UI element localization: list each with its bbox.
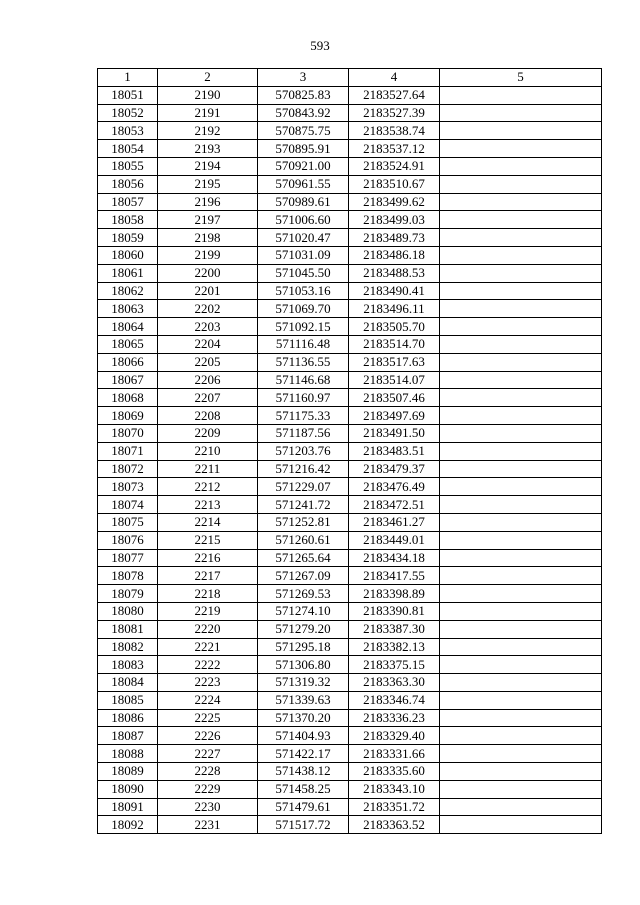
table-cell-col-4: 2183476.49 (349, 478, 440, 496)
table-cell-col-4: 2183479.37 (349, 460, 440, 478)
table-row (98, 780, 602, 798)
coordinates-table (97, 68, 602, 834)
table-cell-col-3: 571160.97 (258, 389, 349, 407)
table-cell-col-1: 18061 (98, 264, 158, 282)
table-cell-col-2: 2210 (158, 442, 258, 460)
table-cell-col-2: 2219 (158, 602, 258, 620)
table-cell-col-3: 571306.80 (258, 656, 349, 674)
table-cell-col-2: 2217 (158, 567, 258, 585)
table-cell-col-2: 2204 (158, 335, 258, 353)
table-cell-col-5 (440, 620, 602, 638)
table-cell-col-3: 571274.10 (258, 602, 349, 620)
table-cell-col-5 (440, 318, 602, 336)
table-cell-col-1: 18063 (98, 300, 158, 318)
table-cell-col-4: 2183499.03 (349, 211, 440, 229)
table-cell-col-2: 2202 (158, 300, 258, 318)
table-cell-col-3: 571241.72 (258, 496, 349, 514)
table-cell-col-4: 2183507.46 (349, 389, 440, 407)
table-row (98, 407, 602, 425)
table-cell-col-2: 2226 (158, 727, 258, 745)
table-cell-col-4: 2183449.01 (349, 531, 440, 549)
table-row (98, 335, 602, 353)
table-cell-col-1: 18057 (98, 193, 158, 211)
table-cell-col-4: 2183514.07 (349, 371, 440, 389)
table-cell-col-4: 2183398.89 (349, 585, 440, 603)
table-cell-col-2: 2214 (158, 513, 258, 531)
table-cell-col-1: 18074 (98, 496, 158, 514)
table-cell-col-5 (440, 585, 602, 603)
table-cell-col-3: 571295.18 (258, 638, 349, 656)
table-row (98, 585, 602, 603)
table-cell-col-5 (440, 496, 602, 514)
table-cell-col-5 (440, 602, 602, 620)
table-cell-col-1: 18081 (98, 620, 158, 638)
table-cell-col-5 (440, 816, 602, 834)
table-cell-col-3: 570875.75 (258, 122, 349, 140)
table-cell-col-5 (440, 407, 602, 425)
table-cell-col-4: 2183343.10 (349, 780, 440, 798)
table-cell-col-3: 571006.60 (258, 211, 349, 229)
table-cell-col-5 (440, 549, 602, 567)
table-cell-col-4: 2183335.60 (349, 763, 440, 781)
table-cell-col-1: 18051 (98, 86, 158, 104)
table-cell-col-4: 2183483.51 (349, 442, 440, 460)
table-cell-col-1: 18091 (98, 798, 158, 816)
table-row (98, 602, 602, 620)
table-cell-col-4: 2183537.12 (349, 140, 440, 158)
table-cell-col-5 (440, 745, 602, 763)
table-row (98, 816, 602, 834)
table-cell-col-2: 2205 (158, 353, 258, 371)
table-cell-col-1: 18089 (98, 763, 158, 781)
table-cell-col-5 (440, 460, 602, 478)
table-cell-col-3: 570989.61 (258, 193, 349, 211)
table-cell-col-4: 2183336.23 (349, 709, 440, 727)
table-cell-col-2: 2230 (158, 798, 258, 816)
table-row (98, 424, 602, 442)
table-row (98, 478, 602, 496)
table-cell-col-3: 571146.68 (258, 371, 349, 389)
table-cell-col-3: 571265.64 (258, 549, 349, 567)
table-cell-col-1: 18054 (98, 140, 158, 158)
table-cell-col-4: 2183417.55 (349, 567, 440, 585)
table-row (98, 531, 602, 549)
table-cell-col-4: 2183488.53 (349, 264, 440, 282)
table-cell-col-2: 2199 (158, 246, 258, 264)
table-row (98, 371, 602, 389)
table-row (98, 264, 602, 282)
table-cell-col-4: 2183363.52 (349, 816, 440, 834)
table-cell-col-1: 18064 (98, 318, 158, 336)
table-cell-col-5 (440, 371, 602, 389)
table-cell-col-2: 2190 (158, 86, 258, 104)
table-cell-col-4: 2183363.30 (349, 674, 440, 692)
table-cell-col-2: 2209 (158, 424, 258, 442)
table-cell-col-3: 570921.00 (258, 157, 349, 175)
table-cell-col-1: 18065 (98, 335, 158, 353)
table-cell-col-1: 18058 (98, 211, 158, 229)
column-header-2: 2 (158, 69, 258, 87)
table-cell-col-2: 2195 (158, 175, 258, 193)
table-cell-col-1: 18066 (98, 353, 158, 371)
table-cell-col-5 (440, 175, 602, 193)
table-row (98, 389, 602, 407)
table-row (98, 104, 602, 122)
table-row (98, 140, 602, 158)
table-cell-col-3: 571479.61 (258, 798, 349, 816)
table-cell-col-1: 18083 (98, 656, 158, 674)
table-cell-col-5 (440, 727, 602, 745)
table-cell-col-1: 18062 (98, 282, 158, 300)
table-cell-col-2: 2212 (158, 478, 258, 496)
table-cell-col-1: 18077 (98, 549, 158, 567)
table-cell-col-4: 2183527.39 (349, 104, 440, 122)
table-cell-col-3: 571136.55 (258, 353, 349, 371)
table-cell-col-3: 571370.20 (258, 709, 349, 727)
table-cell-col-1: 18086 (98, 709, 158, 727)
table-cell-col-1: 18069 (98, 407, 158, 425)
table-cell-col-3: 571020.47 (258, 229, 349, 247)
table-row (98, 353, 602, 371)
table-cell-col-3: 571422.17 (258, 745, 349, 763)
table-cell-col-4: 2183387.30 (349, 620, 440, 638)
table-row (98, 211, 602, 229)
table-cell-col-5 (440, 531, 602, 549)
table-row (98, 709, 602, 727)
table-body (98, 86, 602, 833)
table-cell-col-3: 571267.09 (258, 567, 349, 585)
table-cell-col-3: 570843.92 (258, 104, 349, 122)
table-cell-col-2: 2193 (158, 140, 258, 158)
table-cell-col-4: 2183514.70 (349, 335, 440, 353)
table-cell-col-5 (440, 335, 602, 353)
table-header-row (98, 69, 602, 87)
table-cell-col-4: 2183517.63 (349, 353, 440, 371)
table-cell-col-5 (440, 567, 602, 585)
table-cell-col-1: 18068 (98, 389, 158, 407)
table-cell-col-1: 18082 (98, 638, 158, 656)
table-cell-col-4: 2183351.72 (349, 798, 440, 816)
table-cell-col-3: 570961.55 (258, 175, 349, 193)
table-cell-col-5 (440, 140, 602, 158)
table-row (98, 229, 602, 247)
table-cell-col-4: 2183461.27 (349, 513, 440, 531)
table-cell-col-5 (440, 513, 602, 531)
table-cell-col-2: 2208 (158, 407, 258, 425)
table-cell-col-5 (440, 229, 602, 247)
table-row (98, 798, 602, 816)
table-cell-col-3: 571404.93 (258, 727, 349, 745)
table-cell-col-2: 2201 (158, 282, 258, 300)
table-row (98, 318, 602, 336)
table-cell-col-3: 571458.25 (258, 780, 349, 798)
table-cell-col-3: 571279.20 (258, 620, 349, 638)
table-cell-col-5 (440, 104, 602, 122)
table-cell-col-3: 570825.83 (258, 86, 349, 104)
table-cell-col-3: 571031.09 (258, 246, 349, 264)
table-cell-col-4: 2183490.41 (349, 282, 440, 300)
table-cell-col-2: 2224 (158, 691, 258, 709)
table-cell-col-2: 2216 (158, 549, 258, 567)
table-row (98, 674, 602, 692)
table-cell-col-1: 18072 (98, 460, 158, 478)
table-cell-col-3: 571053.16 (258, 282, 349, 300)
table-cell-col-5 (440, 424, 602, 442)
table-cell-col-4: 2183486.18 (349, 246, 440, 264)
table-cell-col-1: 18080 (98, 602, 158, 620)
table-cell-col-1: 18052 (98, 104, 158, 122)
table-cell-col-2: 2203 (158, 318, 258, 336)
table-row (98, 246, 602, 264)
table-cell-col-5 (440, 353, 602, 371)
table-cell-col-1: 18088 (98, 745, 158, 763)
table-cell-col-4: 2183499.62 (349, 193, 440, 211)
table-cell-col-4: 2183496.11 (349, 300, 440, 318)
table-cell-col-4: 2183375.15 (349, 656, 440, 674)
table-cell-col-4: 2183329.40 (349, 727, 440, 745)
table-cell-col-3: 571175.33 (258, 407, 349, 425)
table-cell-col-5 (440, 246, 602, 264)
table-cell-col-2: 2220 (158, 620, 258, 638)
table-cell-col-5 (440, 674, 602, 692)
table-cell-col-5 (440, 157, 602, 175)
table-cell-col-5 (440, 122, 602, 140)
table-cell-col-3: 571203.76 (258, 442, 349, 460)
table-row (98, 745, 602, 763)
table-cell-col-2: 2229 (158, 780, 258, 798)
column-header-4: 4 (349, 69, 440, 87)
table-cell-col-1: 18084 (98, 674, 158, 692)
table-row (98, 691, 602, 709)
table-cell-col-1: 18090 (98, 780, 158, 798)
table-cell-col-1: 18078 (98, 567, 158, 585)
table-cell-col-4: 2183538.74 (349, 122, 440, 140)
table-cell-col-3: 571339.63 (258, 691, 349, 709)
table-cell-col-2: 2191 (158, 104, 258, 122)
table-cell-col-4: 2183331.66 (349, 745, 440, 763)
table-row (98, 157, 602, 175)
table-row (98, 638, 602, 656)
table-cell-col-1: 18053 (98, 122, 158, 140)
table-cell-col-5 (440, 691, 602, 709)
table-cell-col-2: 2194 (158, 157, 258, 175)
table-cell-col-2: 2222 (158, 656, 258, 674)
table-cell-col-3: 571260.61 (258, 531, 349, 549)
table-row (98, 567, 602, 585)
table-cell-col-1: 18056 (98, 175, 158, 193)
table-cell-col-1: 18070 (98, 424, 158, 442)
table-cell-col-2: 2211 (158, 460, 258, 478)
table-row (98, 442, 602, 460)
table-cell-col-1: 18075 (98, 513, 158, 531)
table-cell-col-2: 2215 (158, 531, 258, 549)
table-cell-col-2: 2197 (158, 211, 258, 229)
page-number: 593 (310, 38, 330, 53)
table-cell-col-2: 2206 (158, 371, 258, 389)
table-cell-col-3: 571229.07 (258, 478, 349, 496)
table-cell-col-1: 18092 (98, 816, 158, 834)
table-cell-col-1: 18079 (98, 585, 158, 603)
table-row (98, 282, 602, 300)
column-header-5: 5 (440, 69, 602, 87)
table-cell-col-3: 571216.42 (258, 460, 349, 478)
table-cell-col-5 (440, 478, 602, 496)
table-cell-col-1: 18059 (98, 229, 158, 247)
table-cell-col-2: 2223 (158, 674, 258, 692)
table-cell-col-3: 570895.91 (258, 140, 349, 158)
table-cell-col-3: 571092.15 (258, 318, 349, 336)
table-cell-col-2: 2218 (158, 585, 258, 603)
table-row (98, 727, 602, 745)
table-cell-col-1: 18073 (98, 478, 158, 496)
table-row (98, 175, 602, 193)
table-cell-col-4: 2183497.69 (349, 407, 440, 425)
table-cell-col-2: 2213 (158, 496, 258, 514)
table-cell-col-3: 571187.56 (258, 424, 349, 442)
table-row (98, 763, 602, 781)
table-cell-col-1: 18067 (98, 371, 158, 389)
table-row (98, 549, 602, 567)
table-cell-col-5 (440, 389, 602, 407)
table-row (98, 513, 602, 531)
table-cell-col-5 (440, 638, 602, 656)
table-cell-col-5 (440, 709, 602, 727)
table-cell-col-4: 2183390.81 (349, 602, 440, 620)
table-cell-col-4: 2183489.73 (349, 229, 440, 247)
table-row (98, 656, 602, 674)
table-cell-col-5 (440, 780, 602, 798)
table-cell-col-4: 2183510.67 (349, 175, 440, 193)
table-cell-col-1: 18060 (98, 246, 158, 264)
table-cell-col-2: 2228 (158, 763, 258, 781)
table-cell-col-5 (440, 282, 602, 300)
table-row (98, 496, 602, 514)
table-cell-col-1: 18076 (98, 531, 158, 549)
table-cell-col-4: 2183434.18 (349, 549, 440, 567)
table-cell-col-4: 2183491.50 (349, 424, 440, 442)
table-cell-col-4: 2183472.51 (349, 496, 440, 514)
table-row (98, 122, 602, 140)
table-cell-col-5 (440, 656, 602, 674)
table-cell-col-2: 2207 (158, 389, 258, 407)
table-cell-col-2: 2200 (158, 264, 258, 282)
table-cell-col-1: 18071 (98, 442, 158, 460)
table-row (98, 193, 602, 211)
table-cell-col-1: 18087 (98, 727, 158, 745)
table-cell-col-2: 2192 (158, 122, 258, 140)
table-cell-col-4: 2183382.13 (349, 638, 440, 656)
table-cell-col-2: 2221 (158, 638, 258, 656)
table-cell-col-3: 571438.12 (258, 763, 349, 781)
table-cell-col-2: 2225 (158, 709, 258, 727)
table-cell-col-2: 2196 (158, 193, 258, 211)
table-row (98, 86, 602, 104)
table-cell-col-5 (440, 193, 602, 211)
column-header-1: 1 (98, 69, 158, 87)
table-cell-col-3: 571517.72 (258, 816, 349, 834)
column-header-3: 3 (258, 69, 349, 87)
table-cell-col-4: 2183505.70 (349, 318, 440, 336)
table-row (98, 460, 602, 478)
table-cell-col-5 (440, 86, 602, 104)
table-cell-col-5 (440, 442, 602, 460)
table-cell-col-5 (440, 763, 602, 781)
table-cell-col-5 (440, 211, 602, 229)
table-cell-col-3: 571045.50 (258, 264, 349, 282)
table-cell-col-2: 2227 (158, 745, 258, 763)
table-cell-col-3: 571319.32 (258, 674, 349, 692)
table-cell-col-5 (440, 264, 602, 282)
table-cell-col-4: 2183527.64 (349, 86, 440, 104)
table-cell-col-4: 2183524.91 (349, 157, 440, 175)
table-cell-col-2: 2198 (158, 229, 258, 247)
table-cell-col-3: 571252.81 (258, 513, 349, 531)
table-cell-col-5 (440, 798, 602, 816)
table-cell-col-4: 2183346.74 (349, 691, 440, 709)
table-cell-col-1: 18055 (98, 157, 158, 175)
table-row (98, 620, 602, 638)
table-cell-col-2: 2231 (158, 816, 258, 834)
table-cell-col-3: 571116.48 (258, 335, 349, 353)
table-cell-col-3: 571069.70 (258, 300, 349, 318)
table-cell-col-3: 571269.53 (258, 585, 349, 603)
table-cell-col-5 (440, 300, 602, 318)
table-row (98, 300, 602, 318)
table-cell-col-1: 18085 (98, 691, 158, 709)
